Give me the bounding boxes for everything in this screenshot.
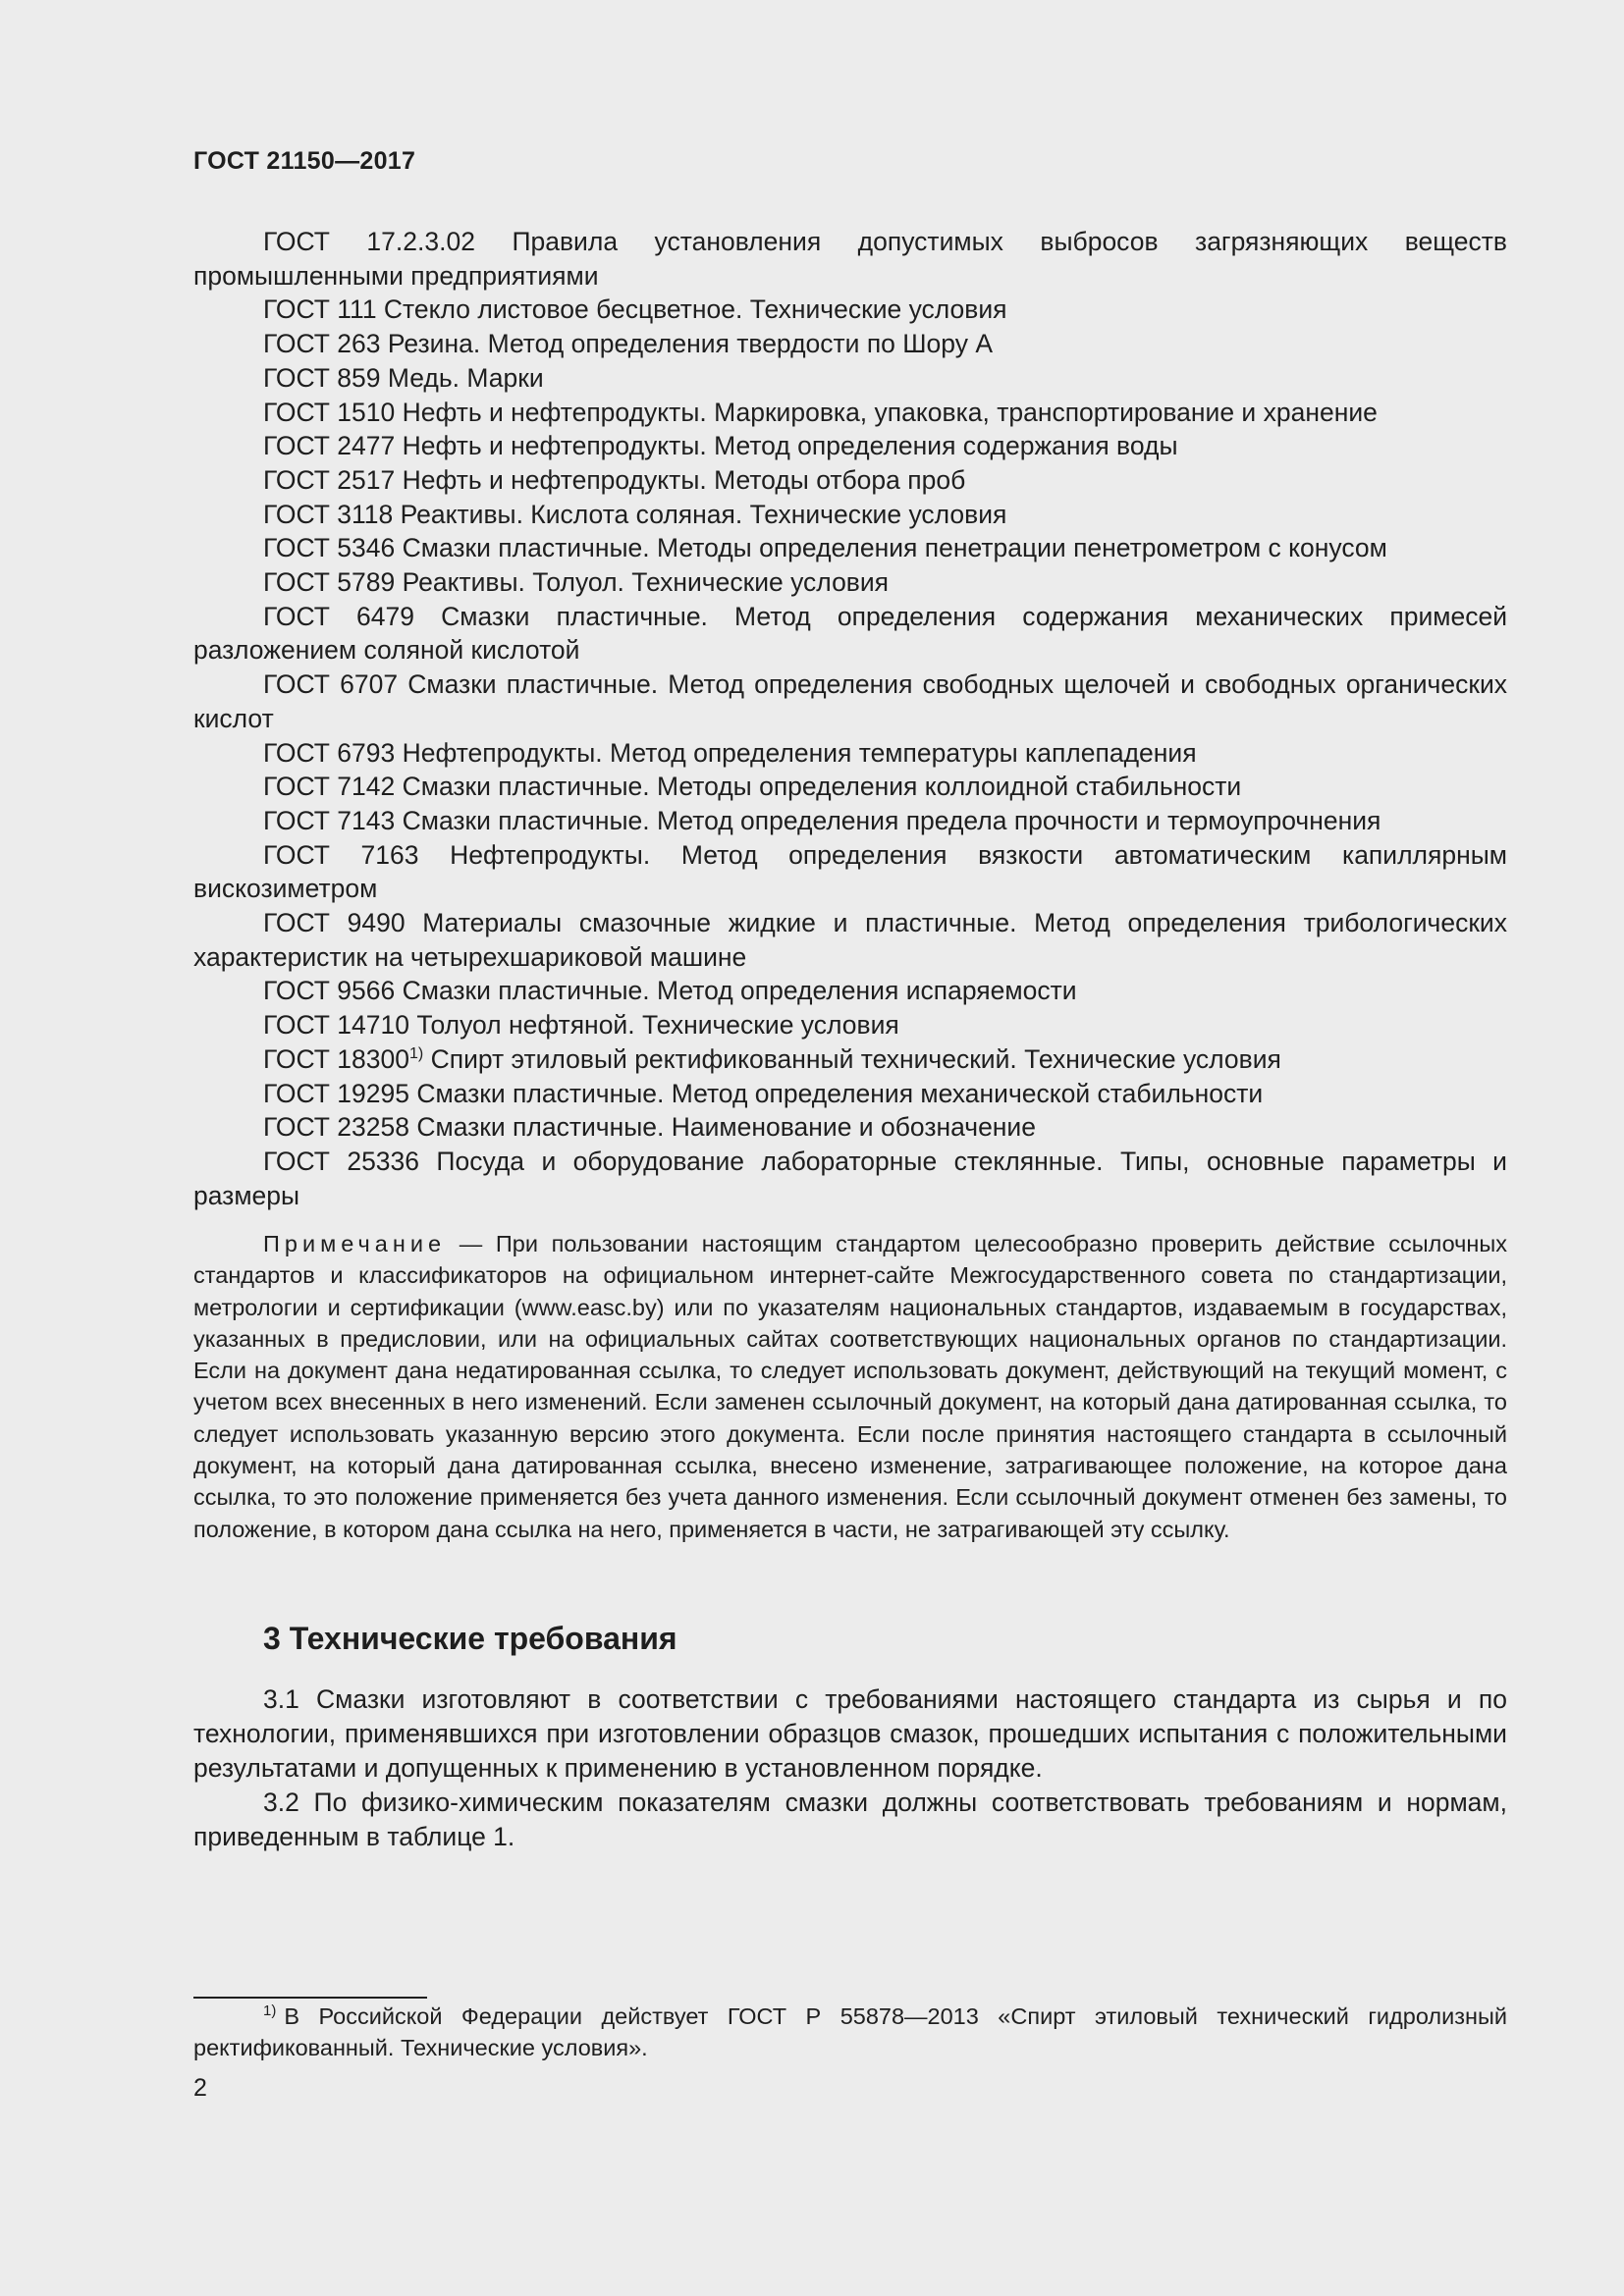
reference-item: ГОСТ 17.2.3.02 Правила установления допустимых выбросов загрязняющих веществ промышленными предприятиями xyxy=(193,227,1507,291)
reference-item: ГОСТ 14710 Толуол нефтяной. Технические условия xyxy=(263,1010,899,1041)
note-paragraph xyxy=(193,1228,1507,1545)
reference-item: ГОСТ 23258 Смазки пластичные. Наименование и обозначение xyxy=(263,1112,1036,1143)
note-lead: Примечание xyxy=(263,1231,447,1256)
reference-item: ГОСТ 111 Стекло листовое бесцветное. Технические условия xyxy=(263,294,1007,325)
page-number: 2 xyxy=(193,2074,207,2102)
reference-item: ГОСТ 6479 Смазки пластичные. Метод определения содержания механических примесей разложением соляной кислотой xyxy=(193,601,1507,666)
reference-item: ГОСТ 263 Резина. Метод определения твердости по Шору А xyxy=(263,329,994,359)
reference-title: Спирт этиловый ректификованный технический. Технические условия xyxy=(423,1043,1281,1074)
footnote-marker: 1) xyxy=(408,1044,424,1062)
normative-references xyxy=(193,225,1507,1212)
footnote-text: В Российской Федерации действует ГОСТ Р 55878—2013 «Спирт этиловый технический гидролизный ректификованный. Технические условия». xyxy=(193,2003,1507,2060)
section-body xyxy=(193,1682,1507,1854)
reference-item xyxy=(193,1042,1507,1077)
reference-item: ГОСТ 5346 Смазки пластичные. Методы определения пенетрации пенетрометром с конусом xyxy=(263,533,1387,563)
reference-item: ГОСТ 9566 Смазки пластичные. Метод определения испаряемости xyxy=(263,976,1077,1006)
reference-item: ГОСТ 2477 Нефть и нефтепродукты. Метод определения содержания воды xyxy=(263,431,1178,461)
reference-item: ГОСТ 7143 Смазки пластичные. Метод определения предела прочности и термоупрочнения xyxy=(263,805,1381,835)
document-header: ГОСТ 21150—2017 xyxy=(193,147,416,175)
reference-item: ГОСТ 7142 Смазки пластичные. Методы определения коллоидной стабильности xyxy=(263,772,1242,802)
note-dash: — xyxy=(446,1231,496,1256)
section-paragraph: 3.2 По физико-химическим показателям смазки должны соответствовать требованиям и нормам, приведенным в таблице 1. xyxy=(193,1788,1507,1851)
reference-item: ГОСТ 19295 Смазки пластичные. Метод определения механической стабильности xyxy=(263,1078,1264,1108)
note-text: При пользовании настоящим стандартом целесообразно проверить действие ссылочных стандартов и классификаторов на официальном интернет-сайте Межгосударственного совета по стандартизации, метрологии и сертификации (www.easc.by) или по указателям национальных стандартов, издаваемым в государствах, указанных в предисловии, или на официальных сайтах соответствующих национальных органов по стандартизации. Если на документ дана недатированная ссылка, то следует использовать документ, действующий на текущий момент, с учетом всех внесенных в него изменений. Если заменен ссылочный документ, на который дана датированная ссылка, то следует использовать указанную версию этого документа. Если после принятия настоящего стандарта в ссылочный документ, на который дана датированная ссылка, внесено изменение, затрагивающее положение, на которое дана ссылка, то это положение применяется без учета данного изменения. Если ссылочный документ отменен без замены, то положение, в котором дана ссылка на него, применяется в части, не затрагивающей эту ссылку. xyxy=(193,1231,1507,1542)
reference-item: ГОСТ 5789 Реактивы. Толуол. Технические условия xyxy=(263,567,890,598)
reference-item: ГОСТ 1510 Нефть и нефтепродукты. Маркировка, упаковка, транспортирование и хранение xyxy=(263,397,1378,427)
footnote xyxy=(193,2001,1507,2063)
section-title: 3 Технические требования xyxy=(263,1621,677,1656)
footnote-divider xyxy=(193,1997,427,1999)
reference-item: ГОСТ 859 Медь. Марки xyxy=(263,362,544,393)
reference-item: ГОСТ 6793 Нефтепродукты. Метод определения температуры каплепадения xyxy=(263,737,1197,768)
footnote-marker: 1) xyxy=(263,2002,277,2019)
reference-item: ГОСТ 6707 Смазки пластичные. Метод определения свободных щелочей и свободных органических кислот xyxy=(193,669,1507,733)
reference-item: ГОСТ 25336 Посуда и оборудование лабораторные стеклянные. Типы, основные параметры и размеры xyxy=(193,1146,1507,1210)
reference-code: ГОСТ 18300 xyxy=(263,1043,409,1074)
reference-item: ГОСТ 2517 Нефть и нефтепродукты. Методы отбора проб xyxy=(263,464,966,495)
reference-item: ГОСТ 3118 Реактивы. Кислота соляная. Технические условия xyxy=(263,499,1007,529)
reference-item: ГОСТ 9490 Материалы смазочные жидкие и пластичные. Метод определения трибологических характеристик на четырехшариковой машине xyxy=(193,908,1507,972)
reference-item: ГОСТ 7163 Нефтепродукты. Метод определения вязкости автоматическим капиллярным вискозиметром xyxy=(193,839,1507,904)
section-paragraph: 3.1 Смазки изготовляют в соответствии с требованиями настоящего стандарта из сырья и по технологии, применявшихся при изготовлении образцов смазок, прошедших испытания с положительными результатами и допущенных к применению в установленном порядке. xyxy=(193,1684,1507,1783)
